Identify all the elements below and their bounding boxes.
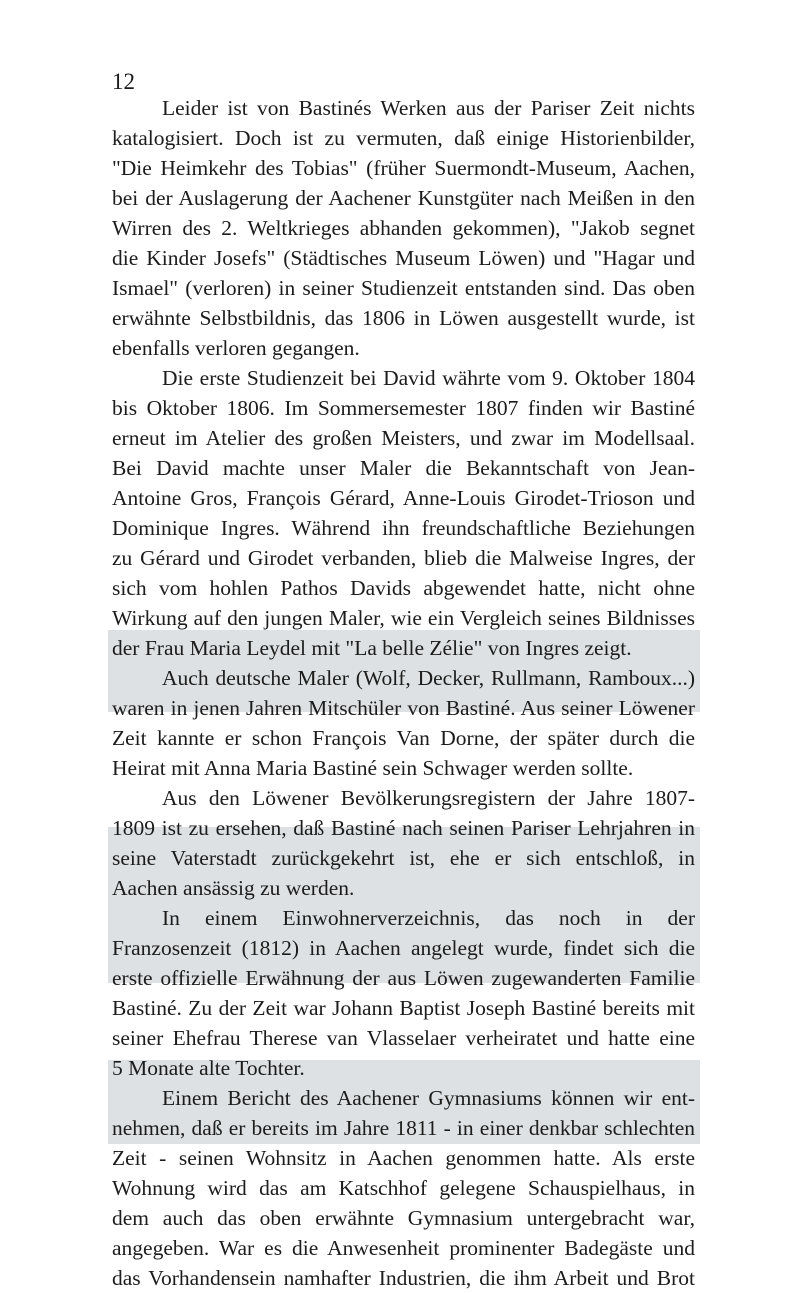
text-line: Leider ist von Bastinés Werken aus der Pariser Zeit nichts (162, 96, 695, 120)
page-number: 12 (112, 69, 135, 94)
text-line: 5 Monate alte Tochter. (112, 1056, 305, 1080)
text-line: nehmen, daß er bereits im Jahre 1811 - in einer denkbar schlechten (112, 1116, 695, 1140)
text-line: Die erste Studienzeit bei David währte vom 9. Oktober 1804 (162, 366, 695, 390)
text-line: "Die Heimkehr des Tobias" (früher Suermondt-Museum, Aachen, (112, 156, 695, 180)
text-line: Antoine Gros, François Gérard, Anne-Louis Girodet-Trioson und (112, 486, 695, 510)
text-line: der Frau Maria Leydel mit "La belle Zélie" von Ingres zeigt. (112, 636, 632, 660)
text-line: erwähnte Selbstbildnis, das 1806 in Löwen ausgestellt wurde, ist (112, 306, 695, 330)
text-line: die Kinder Josefs" (Städtisches Museum Löwen) und "Hagar und (112, 246, 695, 270)
text-line: dem auch das oben erwähnte Gymnasium untergebracht war, (112, 1206, 695, 1230)
text-line: Einem Bericht des Aachener Gymnasiums können wir ent- (162, 1086, 695, 1110)
text-line: Ismael" (verloren) in seiner Studienzeit entstanden sind. Das oben (112, 276, 695, 300)
text-line: 1809 ist zu ersehen, daß Bastiné nach seinen Pariser Lehrjahren in (112, 816, 695, 840)
text-line: erneut im Atelier des großen Meisters, und zwar im Modellsaal. (112, 426, 695, 450)
text-line: seine Vaterstadt zurückgekehrt ist, ehe er sich entschloß, in (112, 846, 695, 870)
text-line: waren in jenen Jahren Mitschüler von Bastiné. Aus seiner Löwener (112, 696, 695, 720)
text-line: seiner Ehefrau Therese van Vlasselaer verheiratet und hatte eine (112, 1026, 695, 1050)
text-line: Heirat mit Anna Maria Bastiné sein Schwager werden sollte. (112, 756, 634, 780)
text-line: Bei David machte unser Maler die Bekanntschaft von Jean- (112, 456, 695, 480)
body-text (112, 93, 695, 1293)
text-line: ebenfalls verloren gegangen. (112, 336, 360, 360)
text-line: Bastiné. Zu der Zeit war Johann Baptist Joseph Bastiné bereits mit (112, 996, 695, 1020)
text-line: bei der Auslagerung der Aachener Kunstgüter nach Meißen in den (112, 186, 695, 210)
text-line: angegeben. War es die Anwesenheit prominenter Badegäste und (112, 1236, 695, 1260)
text-line: katalogisiert. Doch ist zu vermuten, daß einige Historienbilder, (112, 126, 695, 150)
text-line: Zeit kannte er schon François Van Dorne, der später durch die (112, 726, 695, 750)
text-line: zu Gérard und Girodet verbanden, blieb die Malweise Ingres, der (112, 546, 695, 570)
text-line: das Vorhandensein namhafter Industrien, die ihm Arbeit und Brot (112, 1266, 695, 1290)
text-line: bis Oktober 1806. Im Sommersemester 1807 finden wir Bastiné (112, 396, 695, 420)
text-line: Aachen ansässig zu werden. (112, 876, 355, 900)
text-line: Franzosenzeit (1812) in Aachen angelegt wurde, findet sich die (112, 936, 695, 960)
text-line: Dominique Ingres. Während ihn freundschaftliche Beziehungen (112, 516, 695, 540)
text-line: Auch deutsche Maler (Wolf, Decker, Rullmann, Ramboux...) (162, 666, 695, 690)
text-line: erste offizielle Erwähnung der aus Löwen zugewanderten Familie (112, 966, 695, 990)
text-line: Zeit - seinen Wohnsitz in Aachen genommen hatte. Als erste (112, 1146, 695, 1170)
text-line: sich vom hohlen Pathos Davids abgewendet hatte, nicht ohne (112, 576, 695, 600)
text-line: In einem Einwohnerverzeichnis, das noch in der (162, 906, 695, 930)
text-line: Aus den Löwener Bevölkerungsregistern der Jahre 1807- (162, 786, 695, 810)
text-line: Wohnung wird das am Katschhof gelegene Schauspielhaus, in (112, 1176, 695, 1200)
text-line: Wirkung auf den jungen Maler, wie ein Vergleich seines Bildnisses (112, 606, 695, 630)
text-line: Wirren des 2. Weltkrieges abhanden gekommen), "Jakob segnet (112, 216, 695, 240)
